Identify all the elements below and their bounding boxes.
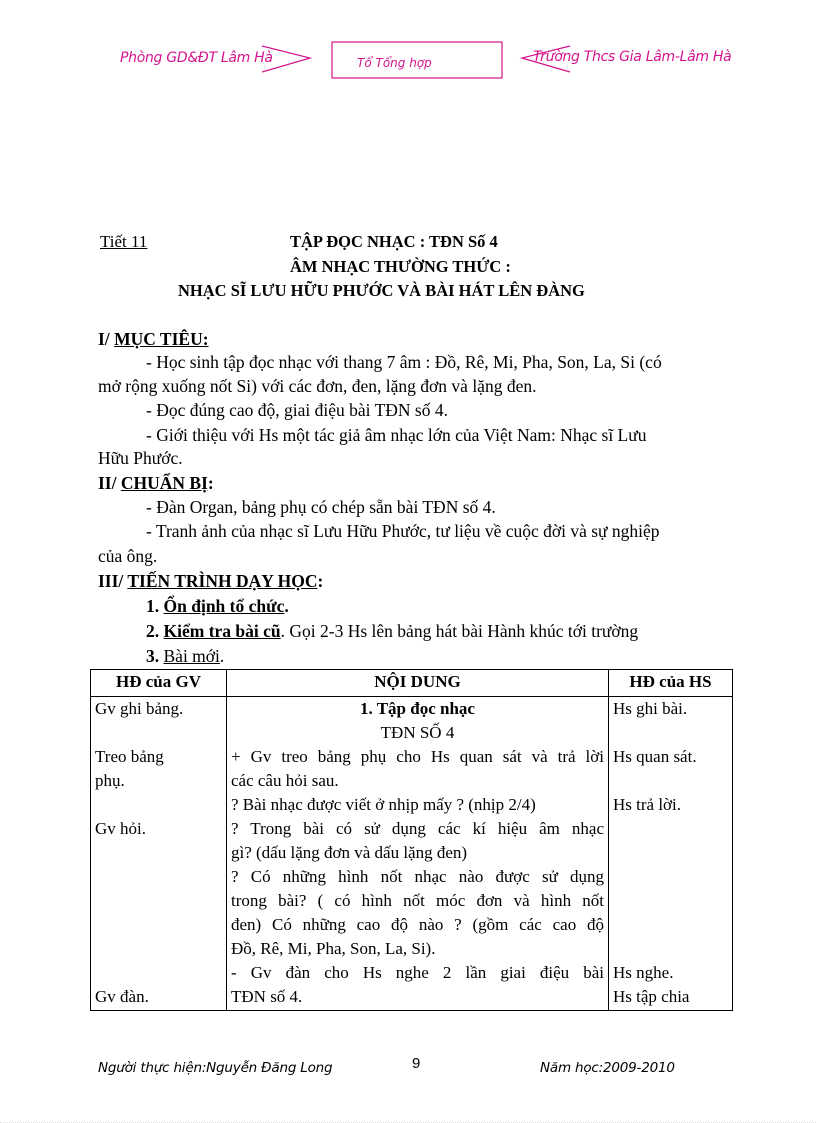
section-3-prefix: III/ <box>98 571 128 591</box>
gv-item: Gv ghi bảng. <box>95 699 184 718</box>
title-line-2: ÂM NHẠC THƯỜNG THỨC : <box>290 257 511 276</box>
step-1-number: 1. <box>146 596 164 616</box>
section-2-heading <box>98 472 214 495</box>
section-3-heading <box>98 570 323 593</box>
section-3-title: TIẾN TRÌNH DẠY HỌC <box>127 571 318 591</box>
objective-line-2: mở rộng xuống nốt Si) với các đơn, đen, lặng đơn và lặng đen. <box>98 376 537 396</box>
section-1-heading <box>98 328 209 351</box>
content-subtitle: TĐN SỐ 4 <box>380 723 455 742</box>
content-line: ? Có những hình nốt nhạc nào được sử dụng <box>231 867 604 886</box>
content-line: trong bài? ( có hình nốt móc đơn và hình nốt <box>231 891 604 910</box>
page-number: 9 <box>412 1055 421 1072</box>
gv-item: Gv đàn. <box>95 987 149 1006</box>
prepare-line-2: - Tranh ảnh của nhạc sĩ Lưu Hữu Phước, tư liệu về cuộc đời và sự nghiệp <box>146 521 660 541</box>
table-header-row <box>91 670 733 697</box>
step-3 <box>146 645 224 668</box>
step-3-number: 3. <box>146 646 164 666</box>
gv-item: Treo bảng <box>95 747 164 766</box>
hs-item: Hs nghe. <box>613 963 674 982</box>
objective-line-4: - Giới thiệu với Hs một tác giả âm nhạc lớn của Việt Nam: Nhạc sĩ Lưu <box>146 425 647 445</box>
content-line: ? Trong bài có sử dụng các kí hiệu âm nhạc <box>231 819 604 838</box>
step-2-number: 2. <box>146 621 164 641</box>
header-hs: HĐ của HS <box>609 670 733 697</box>
footer-author: Người thực hiện:Nguyễn Đăng Long <box>98 1060 333 1076</box>
content-line: TĐN số 4. <box>231 987 303 1006</box>
hs-item: Hs trả lời. <box>613 795 682 814</box>
hs-item: Hs ghi bài. <box>613 699 688 718</box>
gv-column <box>91 697 227 1011</box>
objective-line-3: - Đọc đúng cao độ, giai điệu bài TĐN số 4. <box>146 400 448 420</box>
step-3-end: . <box>219 646 225 666</box>
section-2-title: CHUẨN BỊ <box>120 473 208 493</box>
section-1-prefix: I/ <box>98 329 115 349</box>
table-row <box>91 697 733 1011</box>
step-2 <box>146 620 638 643</box>
content-line: gì? (dấu lặng đơn và dấu lặng đen) <box>231 843 468 862</box>
objective-line-5: Hữu Phước. <box>98 448 183 468</box>
gv-item: Gv hỏi. <box>95 819 146 838</box>
content-line: các câu hỏi sau. <box>231 771 339 790</box>
title-line-1: TẬP ĐỌC NHẠC : TĐN Số 4 <box>290 232 498 251</box>
section-2-prefix: II/ <box>98 473 121 493</box>
step-1-end: . <box>284 596 289 616</box>
step-1 <box>146 595 289 618</box>
objective-line-1: - Học sinh tập đọc nhạc với thang 7 âm : Đồ, Rê, Mi, Pha, Son, La, Si (có <box>146 352 662 372</box>
content-line: + Gv treo bảng phụ cho Hs quan sát và trả lời <box>231 747 604 766</box>
content-line: - Gv đàn cho Hs nghe 2 lần giai điệu bài <box>231 963 604 982</box>
footer-year: Năm học:2009-2010 <box>540 1060 675 1076</box>
section-2-colon: : <box>207 473 214 493</box>
step-2-text: . Gọi 2-3 Hs lên bảng hát bài Hành khúc tới trường <box>280 621 639 641</box>
header-content: NỘI DUNG <box>227 670 609 697</box>
content-title: 1. Tập đọc nhạc <box>360 699 475 718</box>
section-1-title: MỤC TIÊU: <box>114 329 209 349</box>
content-column <box>227 697 609 1011</box>
step-3-title: Bài mới <box>163 646 220 666</box>
content-line: ? Bài nhạc được viết ở nhịp mấy ? (nhịp 2/4) <box>231 795 536 814</box>
section-3-colon: : <box>317 571 324 591</box>
content-line: Đồ, Rê, Mi, Pha, Son, La, Si). <box>231 939 436 958</box>
lesson-table <box>90 669 733 1011</box>
header-left-text: Phòng GD&ĐT Lâm Hà <box>120 50 273 66</box>
header-gv: HĐ của GV <box>91 670 227 697</box>
prepare-line-1: - Đàn Organ, bảng phụ có chép sẵn bài TĐN số 4. <box>146 497 496 517</box>
lesson-number: Tiết 11 <box>100 232 148 251</box>
prepare-line-3: của ông. <box>98 546 158 566</box>
hs-column <box>609 697 733 1011</box>
step-2-title: Kiểm tra bài cũ <box>163 621 281 641</box>
content-line: đen) Có những cao độ nào ? (gồm các cao độ <box>231 915 604 934</box>
gv-item: phụ. <box>95 771 125 790</box>
header-center-text: Tổ Tổng hợp <box>357 56 432 70</box>
title-line-3: NHẠC SĨ LƯU HỮU PHƯỚC VÀ BÀI HÁT LÊN ĐÀNG <box>178 281 585 300</box>
header-right-text: Trường Thcs Gia Lâm-Lâm Hà <box>533 49 732 65</box>
step-1-title: Ổn định tổ chức <box>163 596 285 616</box>
hs-item: Hs quan sát. <box>613 747 697 766</box>
hs-item: Hs tập chia <box>613 987 690 1006</box>
